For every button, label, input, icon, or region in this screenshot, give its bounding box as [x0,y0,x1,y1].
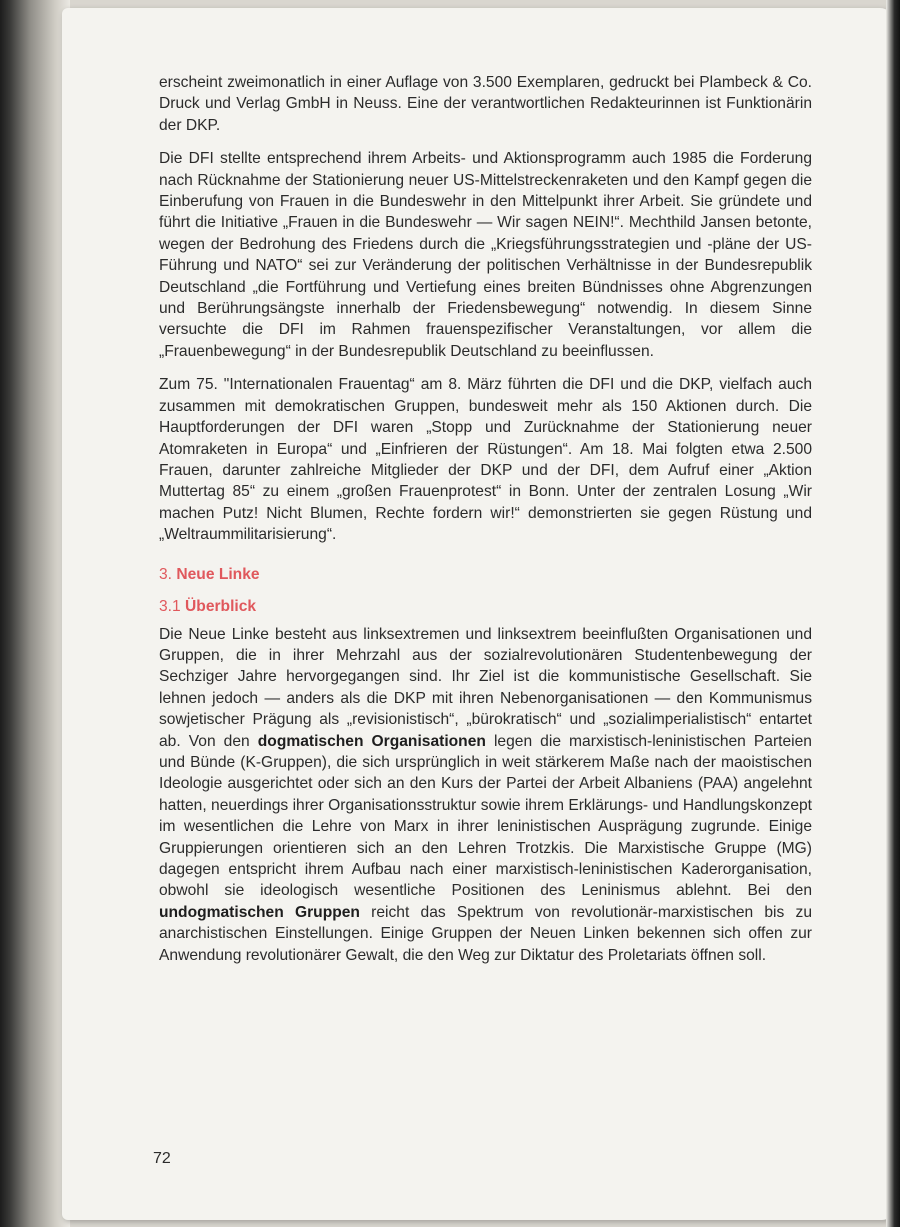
section-number: 3. [159,565,173,583]
paragraph-2: Die DFI stellte entsprechend ihrem Arbeits- und Aktionsprogramm auch 1985 die Forderung nach Rücknahme der Stationierung neuer US-Mittelstreckenraketen und den Kampf gegen die Einberufung von Frauen in die Bundeswehr in den Mittelpunkt ihrer Arbeit. Sie gründete und führt die Initiative „Frauen in die Bundeswehr — Wir sagen NEIN!“. Mechthild Jansen betonte, wegen der Bedrohung des Friedens durch die „Kriegsführungsstrategien und -pläne der US-Führung und NATO“ sei zur Veränderung der politischen Verhältnisse in der Bundesrepublik Deutschland „die Fortführung und Vertiefung eines breiten Bündnisses ohne Abgrenzungen und Berührungsängste innerhalb der Friedensbewegung“ notwendig. In diesem Sinne versuchte die DFI im Rahmen frauenspezifischer Veranstaltungen, vor allem die „Frauenbewegung“ in der Bundesrepublik Deutschland zu beeinflussen. [159,150,812,360]
subsection-number: 3.1 [159,597,181,615]
paragraph-3: Zum 75. "Internationalen Frauentag“ am 8. März führten die DFI und die DKP, vielfach auch zusammen mit demokratischen Gruppen, bundesweit mehr als 150 Aktionen durch. Die Hauptforderungen der DFI waren „Stopp und Zurücknahme der Stationierung neuer Atomraketen in Europa“ und „Einfrieren der Rüstungen“. Am 18. Mai folgten etwa 2.500 Frauen, darunter zahlreiche Mitglieder der DKP und der DFI, dem Aufruf einer „Aktion Muttertag 85“ zu einem „großen Frauenprotest“ in Bonn. Unter der zentralen Losung „Wir machen Putz! Nicht Blumen, Rechte fordern wir!“ demonstrierten sie gegen Rüstung und „Weltraummilitarisierung“. [159,376,812,544]
paragraph-4 [159,624,812,967]
page-body [159,72,812,978]
paragraph-1: erscheint zweimonatlich in einer Auflage von 3.500 Exemplaren, gedruckt bei Plambeck & Co. Druck und Verlag GmbH in Neuss. Eine der verantwortlichen Redakteurinnen ist Funktionärin der DKP. [159,74,812,134]
section-heading [159,564,812,586]
page-number: 72 [153,1150,171,1167]
page-edge-shadow [886,0,900,1227]
bold-term-undogmatic: undogmatischen Gruppen [159,903,360,921]
paragraph-4-part-2: legen die marxistisch-leninistischen Parteien und Bünde (K-Gruppen), die sich ursprünglich in weit stärkerem Maße nach der maoistischen Ideologie ausgerichtet oder sich an den Kurs der Partei der Arbeit Albaniens (PAA) angelehnt hatten, neuerdings ihrer Organisationsstruktur sowie ihrem Erklärungs- und Handlungskonzept im wesentlichen die Lehre von Marx in ihrer leninistischen Ausprägung zugrunde. Einige Gruppierungen orientieren sich an den Lehren Trotzkis. Die Marxistische Gruppe (MG) dagegen entspricht ihrem Aufbau nach einer marxistisch-leninistischen Kaderorganisation, obwohl sie ideologisch wesentliche Positionen des Leninismus ablehnt. Bei den [159,732,812,900]
paragraph-4-part-3: reicht das Spektrum von revolutionär-marxistischen bis zu anarchistischen Einstellungen. Einige Gruppen der Neuen Linken bekennen sich offen zur Anwendung revolutionärer Gewalt, die den Weg zur Diktatur des Proletariats öffnen soll. [159,903,813,964]
bold-term-dogmatic: dogmatischen Organisationen [257,732,486,750]
subsection-heading [159,596,812,618]
subsection-title: Überblick [185,597,257,615]
book-spine-shadow [0,0,70,1227]
paragraph-4-part-1: Die Neue Linke besteht aus linksextremen und linksextrem beeinflußten Organisationen und Gruppen, die in ihrer Mehrzahl aus der sozialrevolutionären Studentenbewegung der Sechziger Jahre hervorgegangen sind. Ihr Ziel ist die kommunistische Gesellschaft. Sie lehnen jedoch — anders als die DKP mit ihren Nebenorganisationen — den Kommunismus sowjetischer Prägung als „revisionistisch“, „bürokratisch“ und „sozialimperialistisch“ entartet ab. Von den [159,625,812,750]
section-title: Neue Linke [176,565,260,583]
